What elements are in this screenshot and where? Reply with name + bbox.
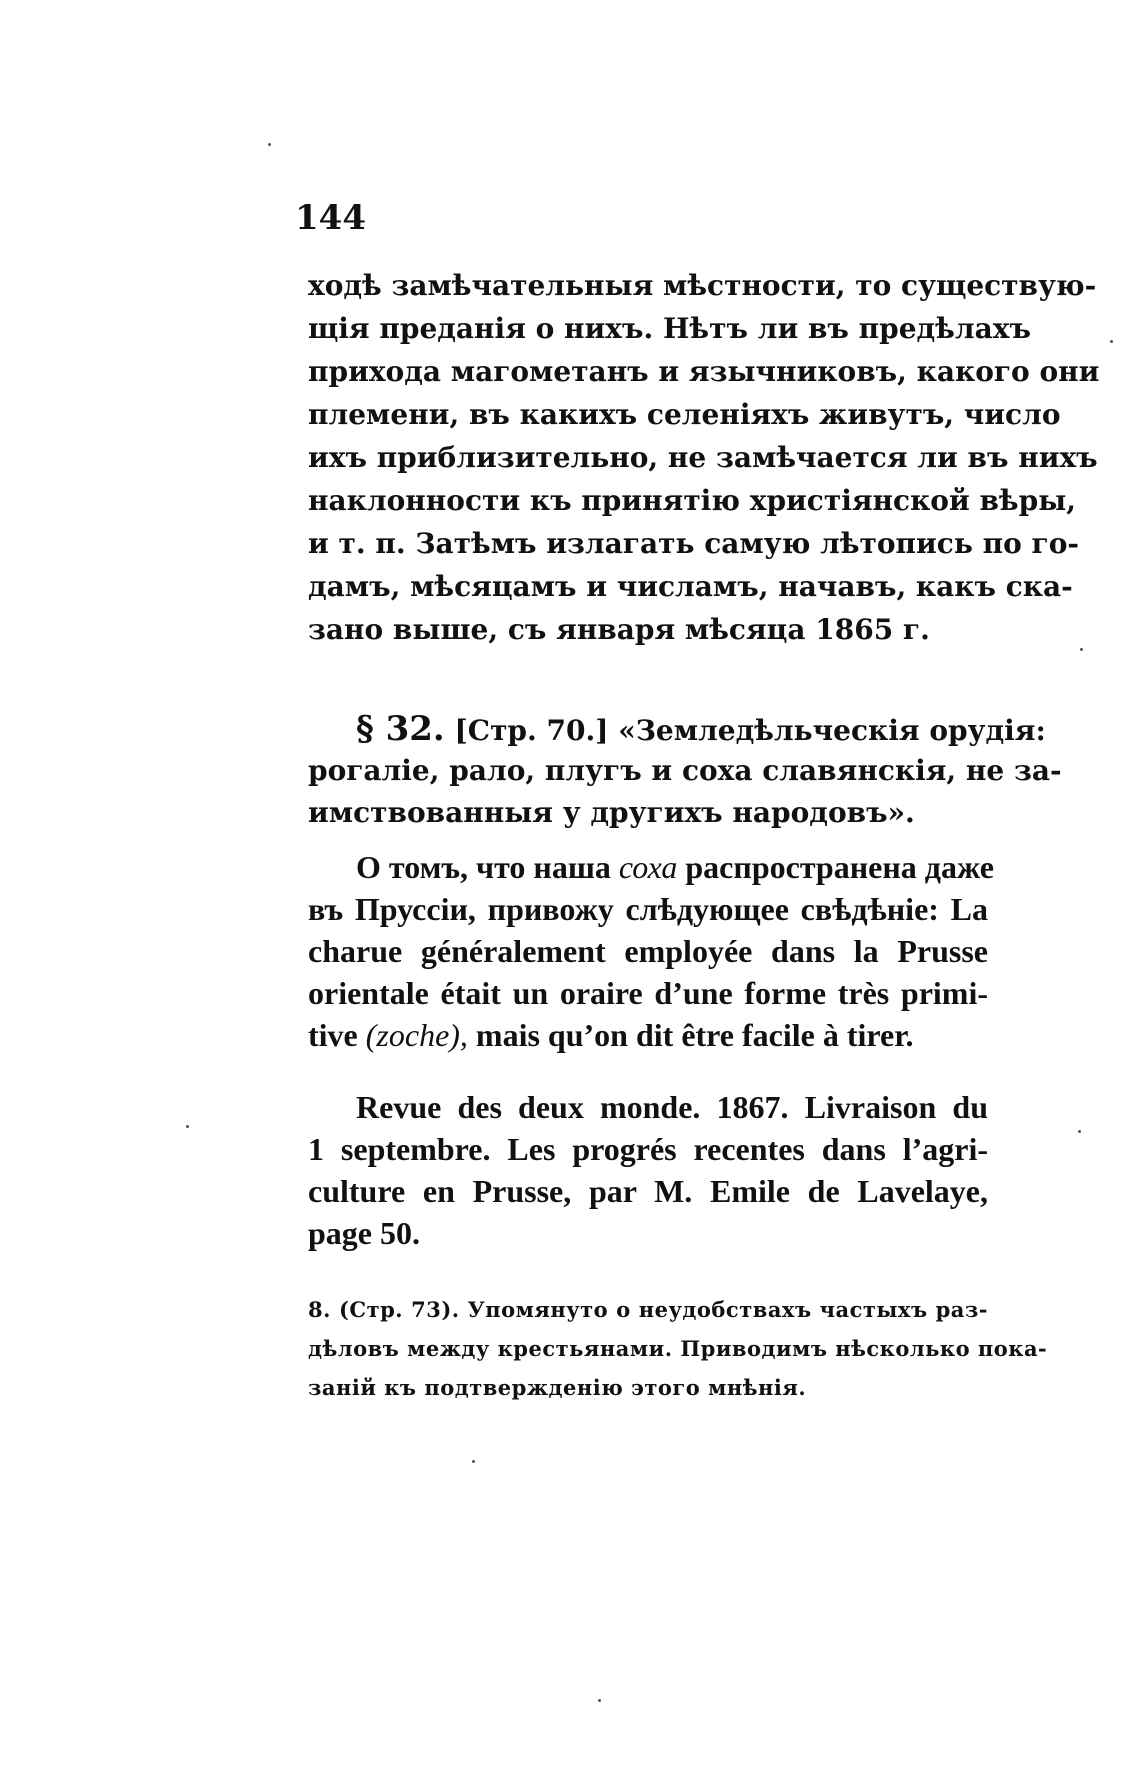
text-run: О томъ, что наша	[356, 849, 619, 885]
scan-speck	[1080, 648, 1083, 651]
section-mark: § 32.	[356, 709, 445, 749]
paragraph-section-32	[308, 708, 1062, 834]
italic-word: соха	[618, 849, 678, 885]
paragraph-citation	[308, 1086, 988, 1254]
footnote-line: дѣловъ между крестьянами. Приводимъ нѣсколько пока-	[308, 1336, 1048, 1361]
text-run: tive	[308, 1017, 366, 1053]
text-line: ихъ приблизительно, не замѣчается ли въ нихъ	[308, 441, 1098, 474]
text-run: mais qu’on dit être facile à tirer.	[467, 1017, 914, 1053]
text-line: и т. п. Затѣмъ излагать самую лѣтопись по го-	[308, 527, 1079, 560]
scan-speck	[1078, 1130, 1081, 1133]
scan-speck	[1110, 340, 1113, 343]
paragraph-parish-chronicle	[308, 264, 1100, 651]
text-line: Revue des deux monde. 1867. Livraison du	[356, 1089, 988, 1125]
scan-speck	[472, 1460, 475, 1463]
footnote-line: 8. (Стр. 73). Упомянуто о неудобствахъ частыхъ раз-	[308, 1297, 988, 1322]
scan-speck	[598, 1699, 601, 1702]
footnote-line: заній къ подтвержденію этого мнѣнія.	[308, 1375, 807, 1400]
text-line: page 50.	[308, 1215, 420, 1251]
text-line: зано выше, съ января мѣсяца 1865 г.	[308, 613, 930, 646]
text-line: 1 septembre. Les progrés recentes dans l’agri-	[308, 1131, 988, 1167]
paragraph-prussia-plough	[308, 846, 994, 1056]
text-line: прихода магометанъ и язычниковъ, какого они	[308, 355, 1100, 388]
text-line	[308, 846, 994, 888]
text-line: culture en Prusse, par M. Emile de Lavelaye,	[308, 1173, 988, 1209]
text-line: orientale était un oraire d’une forme très primi-	[308, 975, 988, 1011]
scan-speck	[186, 1125, 189, 1128]
text-line: имствованныя у другихъ народовъ».	[308, 796, 915, 829]
text-line: наклонности къ принятію христіянской вѣры,	[308, 484, 1077, 517]
text-line: рогаліе, рало, плугъ и соха славянскія, не за-	[308, 754, 1062, 787]
text-line: charue généralement employée dans la Prusse	[308, 933, 988, 969]
scan-speck	[268, 143, 271, 146]
text-line: дамъ, мѣсяцамъ и числамъ, начавъ, какъ ска-	[308, 570, 1073, 603]
text-run: распространена даже	[677, 849, 994, 885]
footnote-8	[308, 1290, 1048, 1407]
text-line: щія преданія о нихъ. Нѣтъ ли въ предѣлахъ	[308, 312, 1031, 345]
italic-word: (zoche),	[365, 1017, 468, 1053]
section-heading-text: [Стр. 70.] «Земледѣльческія орудія:	[454, 714, 1046, 747]
text-line: ходѣ замѣчательныя мѣстности, то существую-	[308, 269, 1097, 302]
text-line	[308, 708, 1046, 750]
text-line	[308, 1014, 988, 1056]
text-line: въ Пруссіи, привожу слѣдующее свѣдѣніе: La	[308, 891, 988, 927]
page-number: 144	[295, 198, 366, 238]
text-line: племени, въ какихъ селеніяхъ живутъ, число	[308, 398, 1061, 431]
